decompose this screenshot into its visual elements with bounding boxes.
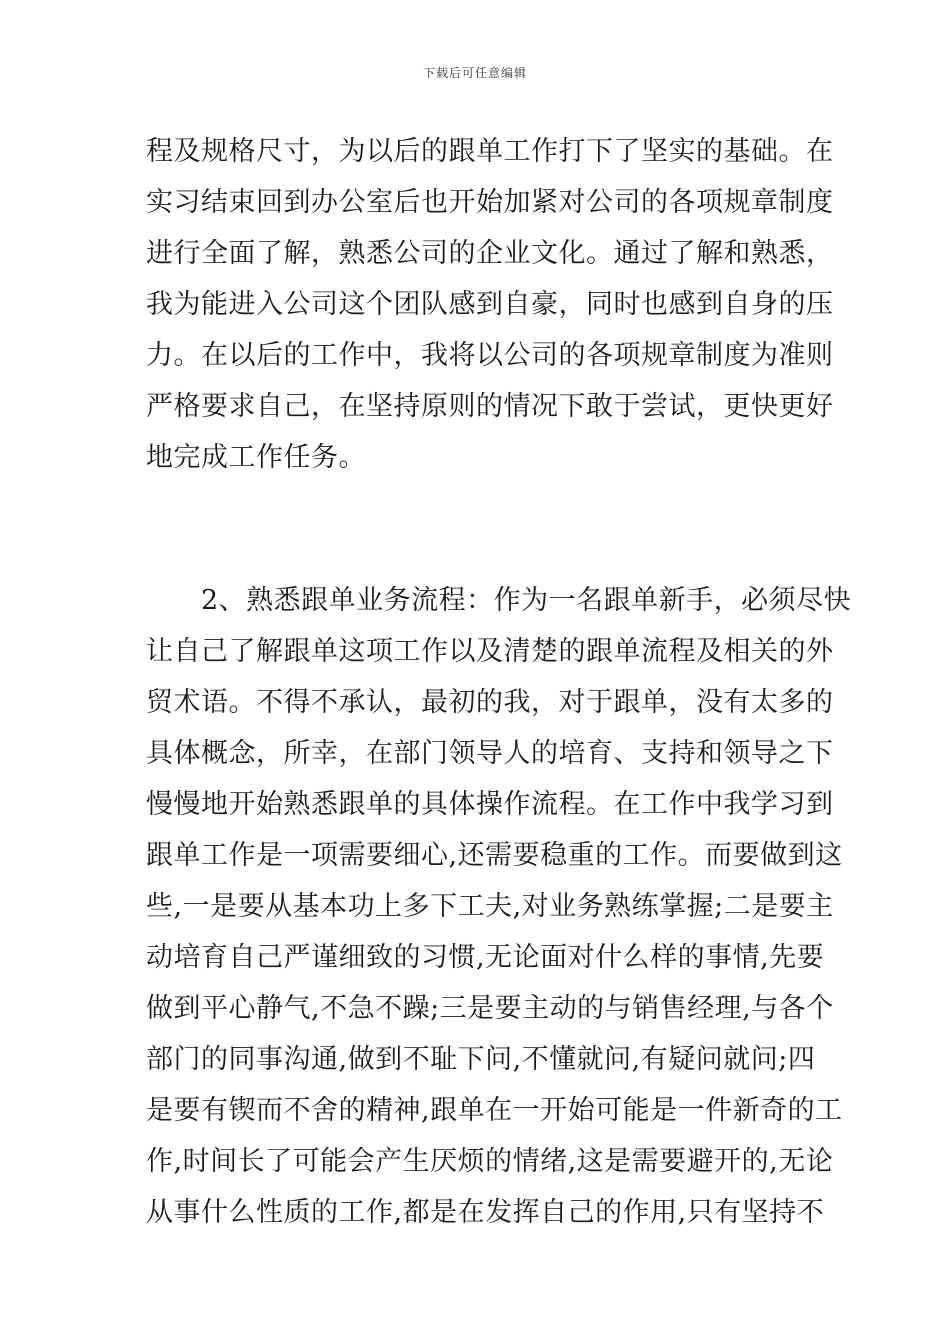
text-line: 2、熟悉跟单业务流程：作为一名跟单新手，必须尽快	[146, 585, 852, 616]
text-line: 我为能进入公司这个团队感到自豪，同时也感到自身的压	[146, 289, 834, 320]
text-line: 部门的同事沟通,做到不耻下问,不懂就问,有疑问就问;四	[146, 1044, 816, 1075]
text-line: 是要有锲而不舍的精神,跟单在一开始可能是一件新奇的工	[146, 1095, 843, 1126]
text-line: 跟单工作是一项需要细心,还需要稳重的工作。而要做到这	[146, 840, 843, 871]
text-line: 做到平心静气,不急不躁;三是要主动的与销售经理,与各个	[146, 993, 834, 1024]
paragraph-2	[146, 575, 852, 1238]
text-line: 作,时间长了可能会产生厌烦的情绪,这是需要避开的,无论	[146, 1146, 834, 1177]
page-header: 下载后可任意编辑	[422, 66, 527, 80]
text-line: 让自己了解跟单这项工作以及清楚的跟单流程及相关的外	[146, 636, 834, 667]
text-line: 动培育自己严谨细致的习惯,无论面对什么样的事情,先要	[146, 942, 825, 973]
text-line: 程及规格尺寸，为以后的跟单工作打下了坚实的基础。在	[146, 136, 834, 167]
text-line: 实习结束回到办公室后也开始加紧对公司的各项规章制度	[146, 187, 834, 218]
text-line: 进行全面了解，熟悉公司的企业文化。通过了解和熟悉，	[146, 238, 834, 269]
text-line: 些,一是要从基本功上多下工夫,对业务熟练掌握;二是要主	[146, 891, 834, 922]
text-line: 严格要求自己，在坚持原则的情况下敢于尝试，更快更好	[146, 391, 834, 422]
text-line: 力。在以后的工作中，我将以公司的各项规章制度为准则	[146, 340, 834, 371]
text-line: 地完成工作任务。	[146, 442, 366, 473]
text-line: 贸术语。不得不承认，最初的我，对于跟单，没有太多的	[146, 687, 834, 718]
text-line: 慢慢地开始熟悉跟单的具体操作流程。在工作中我学习到	[146, 789, 834, 820]
text-line: 具体概念，所幸，在部门领导人的培育、支持和领导之下	[146, 738, 834, 769]
paragraph-1	[146, 126, 834, 483]
text-line: 从事什么性质的工作,都是在发挥自己的作用,只有坚持不	[146, 1197, 825, 1228]
